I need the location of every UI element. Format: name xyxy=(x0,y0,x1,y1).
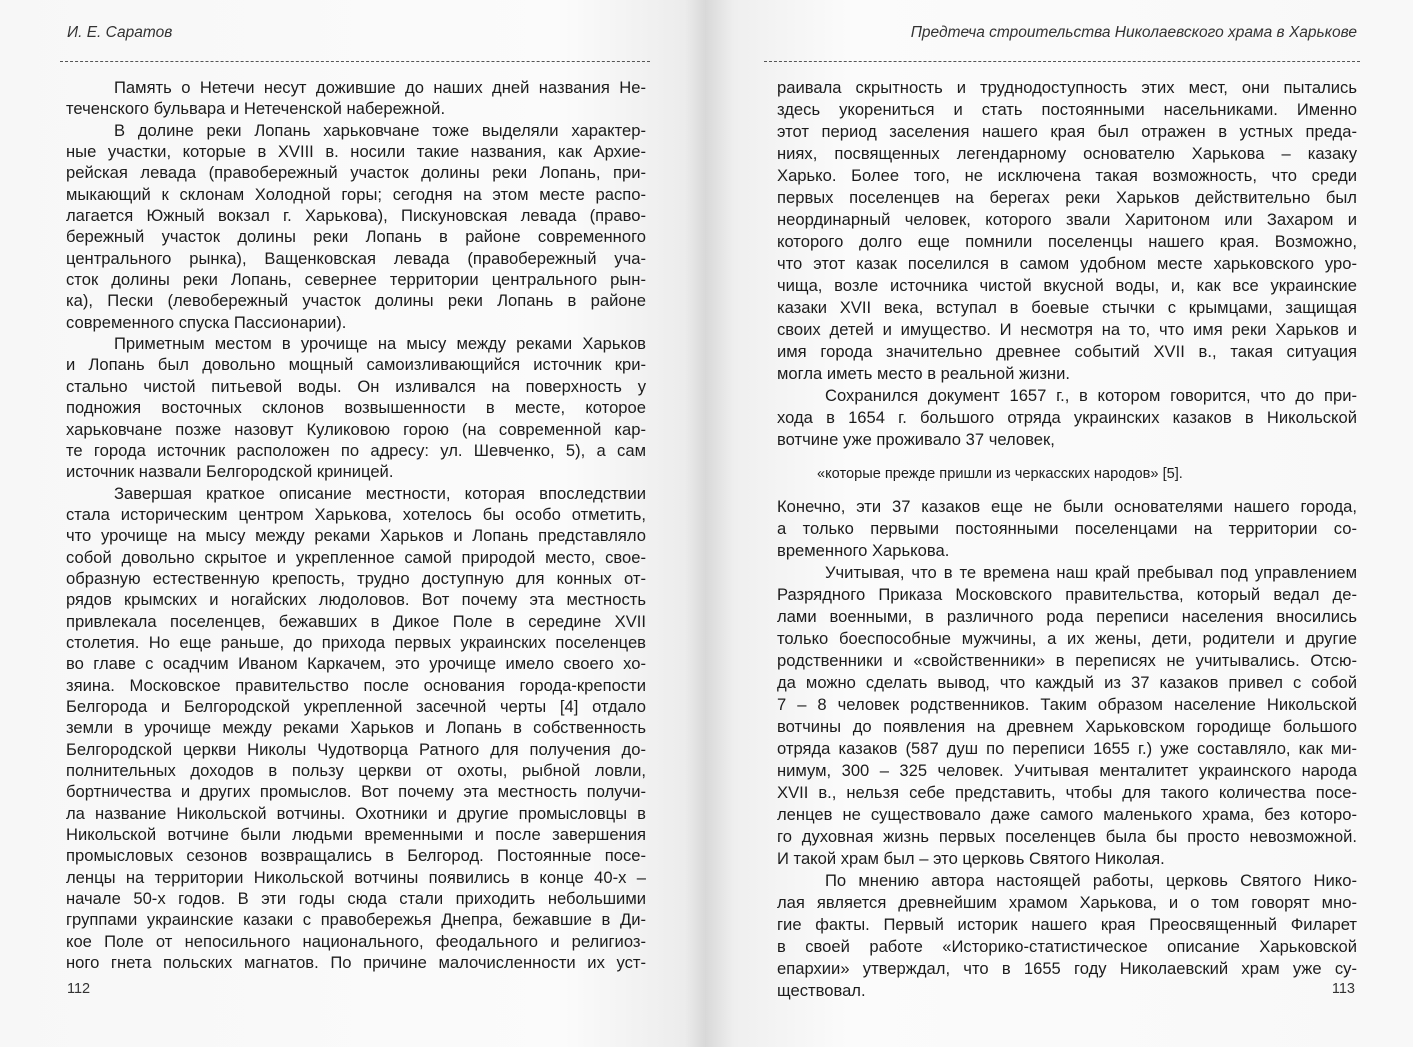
text-line: которого долго еще помнили поселенцы нашего края. Возможно, xyxy=(777,232,1357,251)
text-line: нимум, 300 – 325 человек. Учитывая менталитет украинского народа xyxy=(777,761,1357,780)
text-line: ные участки, которые в XVIII в. носили такие названия, как Архие- xyxy=(66,142,646,162)
text-line: Никольской вотчине были людьми временными и после завершения xyxy=(66,825,646,845)
text-line: сток долины реки Лопань, севернее территории центрального рын- xyxy=(66,270,646,290)
text-line: ла название Никольской вотчины. Охотники и другие промысловцы в xyxy=(66,803,646,823)
text-line: имя города значительно древнее событий XVII в., такая ситуация xyxy=(777,342,1357,361)
paragraph xyxy=(777,77,1357,385)
text-line: подножия восточных склонов возвышенности в месте, которое xyxy=(66,398,646,418)
page-number: 112 xyxy=(67,981,91,997)
text-line: раивала скрытность и труднодоступность этих мест, они пытались xyxy=(777,78,1357,97)
text-line: «которые прежде пришли из черкасских народов» [5]. xyxy=(817,466,1183,482)
text-line: хода в 1654 г. большого отряда украинских казаков в Никольской xyxy=(777,408,1357,427)
text-line: лагается Южный вокзал г. Харькова), Пискуновская левада (право- xyxy=(66,206,646,226)
page-number: 113 xyxy=(1331,981,1355,997)
text-line: ществовал. xyxy=(777,981,866,1000)
text-line: собой довольно скрытое и укрепленное самой природой место, свое- xyxy=(66,547,646,567)
text-line: лая является древнейшим храмом Харькова, и о том говорят мно- xyxy=(777,893,1357,912)
text-line: гие факты. Первый историк нашего края Преосвященный Филарет xyxy=(777,915,1357,934)
text-line: здесь укорениться и стать постоянными насельниками. Именно xyxy=(777,100,1357,119)
text-line: группами украинские казаки с правобережья Днепра, бежавшие в Ди- xyxy=(66,910,646,930)
text-line: столетия. Но еще раньше, до прихода первых украинских поселенцев xyxy=(66,632,646,652)
text-line: бережный участок долины реки Лопань в районе современного xyxy=(66,227,646,247)
text-line: привлекала поселенцев, бежавших в Дикое Поле в середине XVII xyxy=(66,611,646,631)
text-line: этот период заселения нашего края был отражен в устных преда- xyxy=(777,122,1357,141)
text-line: Белгорода и Белгородской укрепленной засечной черты [4] отдало xyxy=(66,696,646,716)
text-line: во главе с осадчим Иваном Каркачем, это урочище имело своего хо- xyxy=(66,654,646,674)
text-line: что урочище на мысу между реками Харьков и Лопань представляло xyxy=(66,526,646,546)
right-page xyxy=(706,0,1413,1047)
header-rule xyxy=(764,61,1360,62)
paragraph xyxy=(66,77,646,120)
text-line: харьковчане позже назовут Куликовою горою (на современной кар- xyxy=(66,419,646,439)
text-line: и Лопань был довольно мощный самоизливающийся источник кри- xyxy=(66,355,646,375)
text-line: временного Харькова. xyxy=(777,541,950,560)
text-line: стально чистой питьевой воды. Он изливался на поверхность у xyxy=(66,376,646,396)
paragraph xyxy=(777,385,1357,451)
text-line: Сохранился документ 1657 г., в котором говорится, что до при- xyxy=(825,386,1357,405)
paragraph xyxy=(66,333,646,482)
text-line: начале 50-х годов. В эти годы сюда стали приходить небольшими xyxy=(66,889,646,909)
text-line: Белгородской церкви Николы Чудотворца Ратного для получения до- xyxy=(66,739,646,759)
text-line: в своей работе «Историко-статистическое описание Харьковской xyxy=(777,937,1357,956)
text-line: вотчине уже проживало 37 человек, xyxy=(777,430,1055,449)
text-line: да можно сделать вывод, что каждый из 37 казаков привел с собой xyxy=(777,673,1357,692)
text-line: XVII в., нельзя себе представить, чтобы для такого количества посе- xyxy=(777,783,1357,802)
text-line: ленцы на территории Никольской вотчины появились в конце 40-х – xyxy=(66,867,646,887)
text-line: неординарный человек, которого звали Харитоном или Захаром и xyxy=(777,210,1357,229)
running-head-author: И. Е. Саратов xyxy=(67,24,173,41)
text-line: зяина. Московское правительство после основания города-крепости xyxy=(66,675,646,695)
text-line: кое Поле от непосильного национального, феодального и религиоз- xyxy=(66,931,646,951)
text-line: могла иметь место в реальной жизни. xyxy=(777,364,1070,383)
text-line: По мнению автора настоящей работы, церковь Святого Нико- xyxy=(825,871,1357,890)
text-line: бортничества и других промыслов. Вот почему эта местность получи- xyxy=(66,782,646,802)
running-head-title: Предтеча строительства Николаевского храма в Харькове xyxy=(910,24,1357,41)
paragraph xyxy=(777,496,1357,562)
text-line: теченского бульвара и Нетеченской набережной. xyxy=(66,99,446,119)
paragraph xyxy=(66,483,646,974)
text-line: мыкающий к склонам Холодной горы; сегодня на этом месте распо- xyxy=(66,184,646,204)
text-line: В долине реки Лопань харьковчане тоже выделяли характер- xyxy=(114,120,646,140)
paragraph xyxy=(777,562,1357,870)
left-page xyxy=(0,0,706,1047)
text-line: земли в урочище между реками Харьков и Лопань в собственность xyxy=(66,718,646,738)
text-line: современного спуска Пассионарии). xyxy=(66,312,347,332)
paragraph xyxy=(66,120,646,333)
text-line: ленцев не существовало даже самого маленького храма, без которо- xyxy=(777,805,1357,824)
text-line: Приметным местом в урочище на мысу между реками Харьков xyxy=(114,334,646,354)
text-line: родственники и «свойственники» в переписях не учитывались. Отсю- xyxy=(777,651,1357,670)
text-line: Харько. Более того, не исключена такая возможность, что среди xyxy=(777,166,1357,185)
text-line: Разрядного Приказа Московского правительства, который ведал де- xyxy=(777,585,1357,604)
text-line: ного гнета польских магнатов. По причине малочисленности их уст- xyxy=(66,953,646,973)
page-body xyxy=(66,77,646,973)
text-line: епархии» утверждал, что в 1655 году Николаевский храм уже су- xyxy=(777,959,1357,978)
text-line: чища, возле источника чистой вкусной воды, и, как все украинские xyxy=(777,276,1357,295)
text-line: рейская левада (правобережный участок долины реки Лопань, при- xyxy=(66,163,646,183)
block-quote xyxy=(777,463,1357,485)
text-line: 7 – 8 человек родственников. Таким образом население Никольской xyxy=(777,695,1357,714)
text-line: го духовная жизнь первых поселенцев была бы просто невозможной. xyxy=(777,827,1357,846)
text-line: Учитывая, что в те времена наш край пребывал под управлением xyxy=(825,563,1357,582)
header-rule xyxy=(60,61,650,62)
text-line: ниях, посвященных легендарному основателю Харькова – казаку xyxy=(777,144,1357,163)
text-line: первых поселенцев на берегах реки Харьков действительно был xyxy=(777,188,1357,207)
text-line: вотчины до появления на древнем Харьковском городище большого xyxy=(777,717,1357,736)
text-line: только боеспособные мужчины, а их жены, дети, родители и другие xyxy=(777,629,1357,648)
text-line: лами военными, в различного рода переписи населения вносились xyxy=(777,607,1357,626)
text-line: образную естественную крепость, трудно доступную для конных от- xyxy=(66,568,646,588)
text-line: те города источник расположен по адресу: ул. Шевченко, 5), а сам xyxy=(66,440,646,460)
text-line: центрального рынка), Ващенковская левада (правобережный уча- xyxy=(66,248,646,268)
text-line: полнительных доходов в пользу церкви от охоты, рыбной ловли, xyxy=(66,761,646,780)
text-line: казаки XVII века, вступал в боевые стычки с крымцами, защищая xyxy=(777,298,1357,317)
text-line: промысловых сезонов возвращались в Белгород. Постоянные посе- xyxy=(66,846,646,866)
paragraph xyxy=(777,870,1357,1002)
text-line: Память о Нетечи несут дожившие до наших дней названия Не- xyxy=(114,78,646,97)
text-line: источник назвали Белгородской криницей. xyxy=(66,462,394,482)
text-line: что этот казак поселился в самом удобном месте харьковского уро- xyxy=(777,254,1357,273)
text-line: И такой храм был – это церковь Святого Николая. xyxy=(777,849,1165,868)
text-line: Завершая краткое описание местности, которая впоследствии xyxy=(114,483,646,503)
text-line: а только первыми постоянными поселенцами на территории со- xyxy=(777,519,1357,538)
text-line: рядов крымских и ногайских людоловов. Вот почему эта местность xyxy=(66,590,646,610)
text-line: Конечно, эти 37 казаков еще не были основателями нашего города, xyxy=(777,497,1357,516)
page-body xyxy=(777,77,1357,1002)
text-line: отряда казаков (587 душ по переписи 1655 г.) уже составляло, как ми- xyxy=(777,739,1357,758)
text-line: ка), Пески (левобережный участок долины реки Лопань в районе xyxy=(66,291,646,311)
text-line: своих детей и имущество. И несмотря на то, что имя реки Харьков и xyxy=(777,320,1357,339)
text-line: стала историческим центром Харькова, хотелось бы особо отметить, xyxy=(66,504,646,524)
